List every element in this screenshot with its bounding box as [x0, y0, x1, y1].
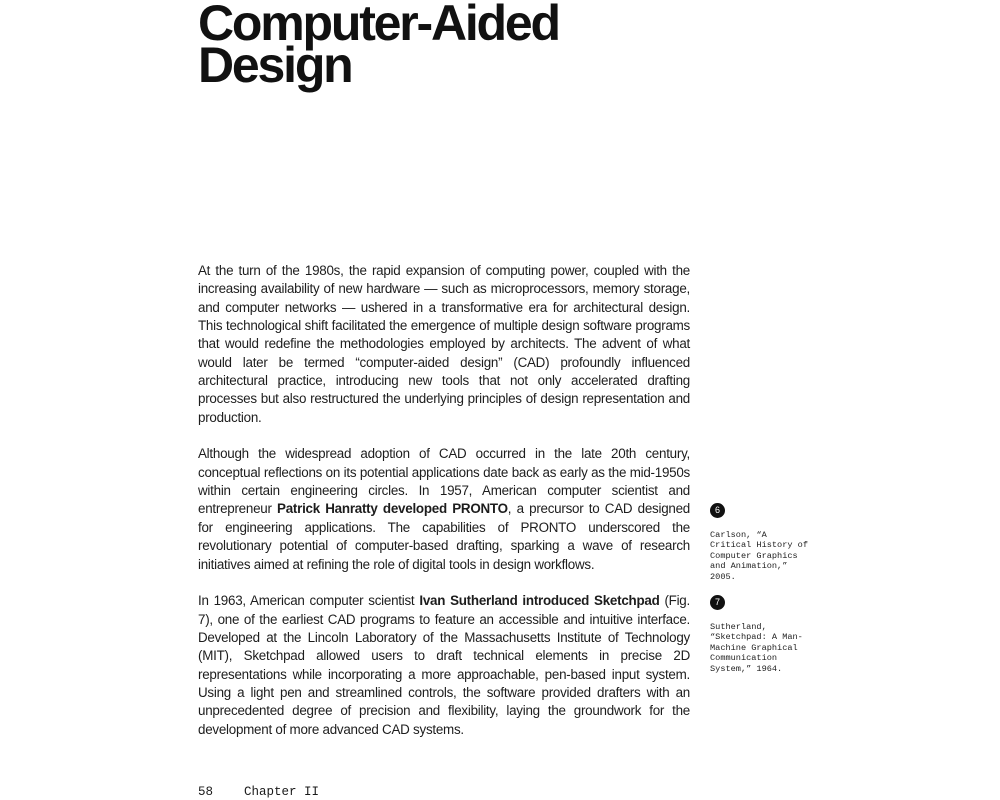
footnote-number-badge: 6 [710, 503, 725, 518]
paragraph-text: (Fig. 7), one of the earliest CAD programs to feature an accessible and intuitive interface. Developed at the Lincoln Laboratory of the Massachusetts Institute of Technology (MIT), Sketchpad allowed users to draft technical elements in precise 2D representations while incorporating a more approachable, pen-based input system. Using a light pen and streamlined controls, the software provided drafters with an unprecedented degree of precision and flexibility, laying the groundwork for the development of more advanced CAD systems. [198, 593, 690, 737]
body-text [198, 262, 690, 739]
paragraph-text: In 1963, American computer scientist [198, 593, 420, 609]
chapter-title [198, 0, 559, 93]
sidenote-text: Sutherland, “Sketchpad: A Man-Machine Graphical Communication System,” 1964. [710, 622, 803, 674]
chapter-title-line-1: Computer-Aided [198, 0, 559, 51]
paragraph-text: Although the widespread adoption of CAD occurred in the late 20th century, conceptual reflections on its potential applications date back as early as the mid-1950s within certain engineering circles. In 1957, American computer scientist and entrepreneur [198, 446, 690, 517]
sidenote-7 [710, 595, 810, 674]
highlight-pronto: Patrick Hanratty developed PRONTO [277, 501, 508, 517]
footnote-number-badge: 7 [710, 595, 725, 610]
paragraph-3 [198, 592, 690, 739]
sidenote-text: Carlson, “A Critical History of Computer Graphics and Animation,” 2005. [710, 530, 808, 582]
paragraph-text: , a precursor to CAD designed for engineering applications. The capabilities of PRONTO underscored the revolutionary potential of computer-based drafting, sparking a wave of research initiatives aimed at refining the role of digital tools in design workflows. [198, 501, 690, 572]
chapter-label: Chapter II [244, 785, 320, 799]
highlight-sketchpad: Ivan Sutherland introduced Sketchpad [419, 593, 660, 609]
page-number: 58 [198, 785, 214, 799]
paragraph-1 [198, 262, 690, 427]
page-footer [198, 785, 319, 799]
paragraph-text: At the turn of the 1980s, the rapid expansion of computing power, coupled with the increasing availability of new hardware — such as microprocessors, memory storage, and computer networks — ushered in a transformative era for architectural design. This technological shift facilitated the emergence of multiple design software programs that would redefine the methodologies employed by architects. The advent of what would later be termed “computer-aided design” (CAD) profoundly influenced architectural practice, introducing new tools that not only accelerated drafting processes but also restructured the underlying principles of design representation and production. [198, 263, 690, 425]
paragraph-2 [198, 445, 690, 573]
sidenote-6 [710, 503, 810, 582]
chapter-title-line-2: Design [198, 37, 352, 93]
